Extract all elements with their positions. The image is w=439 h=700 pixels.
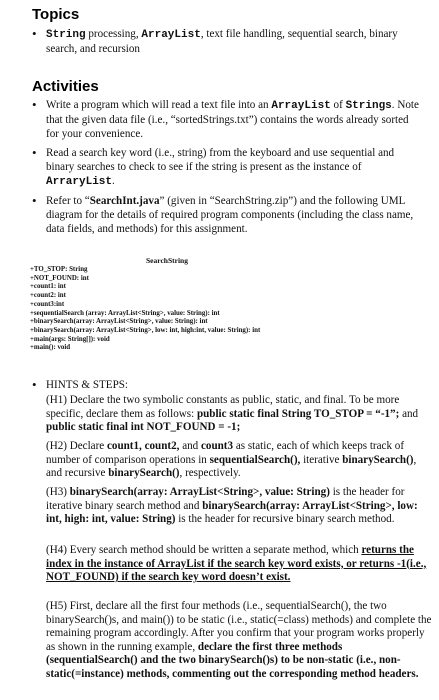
uml-line: +count1: int: [30, 283, 66, 291]
activity-3-text-a: Refer to “: [46, 195, 90, 207]
h1-bold-2: public static final int NOT_FOUND = -1;: [46, 421, 241, 434]
h5-bold: declare the first three methods (sequentialSearch() and the two binarySearch()s) to be non-static (i.e., non-static(=instance) methods, commenting out the corresponding method headers.: [46, 640, 419, 680]
uml-line: +main(args: String[]): void: [30, 335, 110, 343]
bullet-icon: •: [32, 193, 37, 208]
hint-h2: [46, 440, 434, 481]
h3-text-c: is the header for iterative binary search method and: [46, 486, 405, 512]
activity-3-text-b: ” (given in “SearchString.zip”) and the following UML diagram for the details of required program components (including the class name, data fields, and methods) for this assignment.: [46, 195, 414, 235]
activities-heading: Activities: [32, 78, 99, 95]
h3-text-a: (H3): [46, 486, 70, 498]
topics-bullet: [32, 27, 422, 56]
activity-bullet-1: [32, 98, 422, 141]
activity-bullet-2: [32, 146, 422, 189]
bullet-icon: •: [32, 26, 37, 41]
uml-line: +sequentialSearch (array: ArrayList<String>, value: String): int: [30, 309, 220, 317]
hint-h4: [46, 544, 434, 585]
topics-heading: Topics: [32, 6, 80, 23]
hints-heading: HINTS & STEPS:: [46, 379, 128, 391]
uml-line: +binarySearch(array: ArrayList<String>, value: String): int: [30, 318, 208, 326]
h2-text-g: , respectively.: [179, 467, 241, 480]
h1-text-a: (H1) Declare the two symbolic constants as public, static, and final. To be more specific, declare them as follows:: [46, 394, 400, 420]
activity-1-text-b: of: [330, 99, 346, 111]
h3-bold-2: binarySearch(array: ArrayList<String>, low: int, high: int, value: String): [46, 499, 418, 526]
h2-text-c: and: [179, 440, 201, 452]
h2-text-a: (H2) Declare: [46, 440, 107, 452]
h2-bold-1: count1, count2,: [106, 440, 180, 452]
topics-string-code: String: [46, 29, 86, 41]
h2-bold-2: count3: [201, 440, 234, 452]
bullet-icon: •: [32, 97, 37, 112]
h2-text-f: , and recursive: [46, 453, 417, 480]
activity-1-text-c: . Note that the given data file (i.e., “sortedStrings.txt”) contains the words already sorted for your convenience.: [46, 99, 419, 140]
uml-line: +main(): void: [30, 344, 71, 352]
h2-bold-5: binarySearch(): [108, 467, 180, 480]
h4-text-a: (H4) Every search method should be written a separate method, which: [46, 544, 362, 556]
uml-class-name: SearchString: [146, 256, 188, 265]
hint-h5: [46, 600, 434, 682]
topics-text-1: processing,: [85, 28, 142, 40]
uml-line: +binarySearch(array: ArrayList<String>, low: int, high:int, value: String): int: [30, 326, 261, 334]
uml-line: +NOT_FOUND: int: [30, 274, 89, 282]
activity-1-text-a: Write a program which will read a text file into an: [46, 99, 272, 111]
hint-h1: [46, 394, 434, 435]
activity-3-filename: SearchInt.java: [89, 195, 160, 207]
activity-bullet-3: [32, 194, 422, 236]
topics-text-2: , text file handling, sequential search, binary search, and recursion: [46, 28, 398, 55]
h2-text-e: iterative: [300, 453, 343, 466]
hint-h3: [46, 486, 434, 527]
bullet-icon: •: [32, 145, 37, 160]
h2-text-d: as static, each of which keeps track of number of comparison operations in: [46, 440, 405, 466]
hints-bullet: [32, 378, 422, 392]
h1-bold-1: public static final String TO_STOP = “-1”;: [196, 407, 400, 420]
h1-text-c: and: [399, 407, 419, 420]
uml-line: +count3:int: [30, 300, 65, 308]
h3-bold-1: binarySearch(array: ArrayList<String>, value: String): [69, 486, 330, 498]
h4-underlined: returns the index in the instance of ArrayList if the search key word exists, or returns -1(i.e., NOT_FOUND) if the search key word doesn’t exist.: [46, 544, 427, 584]
activity-2-code: ArraryList: [46, 176, 113, 188]
h3-text-d: is the header for recursive binary search method.: [175, 513, 395, 526]
uml-line: +TO_STOP: String: [30, 266, 88, 273]
h2-bold-4: binarySearch(): [342, 453, 414, 466]
bullet-icon: •: [32, 377, 37, 392]
activity-2-text-b: .: [112, 175, 115, 187]
topics-arraylist-code: ArrayList: [141, 29, 201, 41]
uml-diagram: [30, 266, 430, 353]
activity-1-code-strings: Strings: [345, 100, 392, 112]
h5-text-a: (H5) First, declare all the first four methods (i.e., sequentialSearch(), the two binarySearch()s, and main()) to be static (i.e., static(=class) methods) and complete the remaining program accordingly. After you confirm that your program works properly as shown in the running example,: [46, 600, 432, 653]
uml-line: +count2: int: [30, 292, 66, 300]
h2-bold-3: sequentialSearch(),: [209, 453, 301, 466]
activity-2-text-a: Read a search key word (i.e., string) from the keyboard and use sequential and binary searches to check to see if the string is present as the instance of: [46, 147, 395, 173]
activity-1-code-arraylist: ArrayList: [271, 100, 331, 112]
